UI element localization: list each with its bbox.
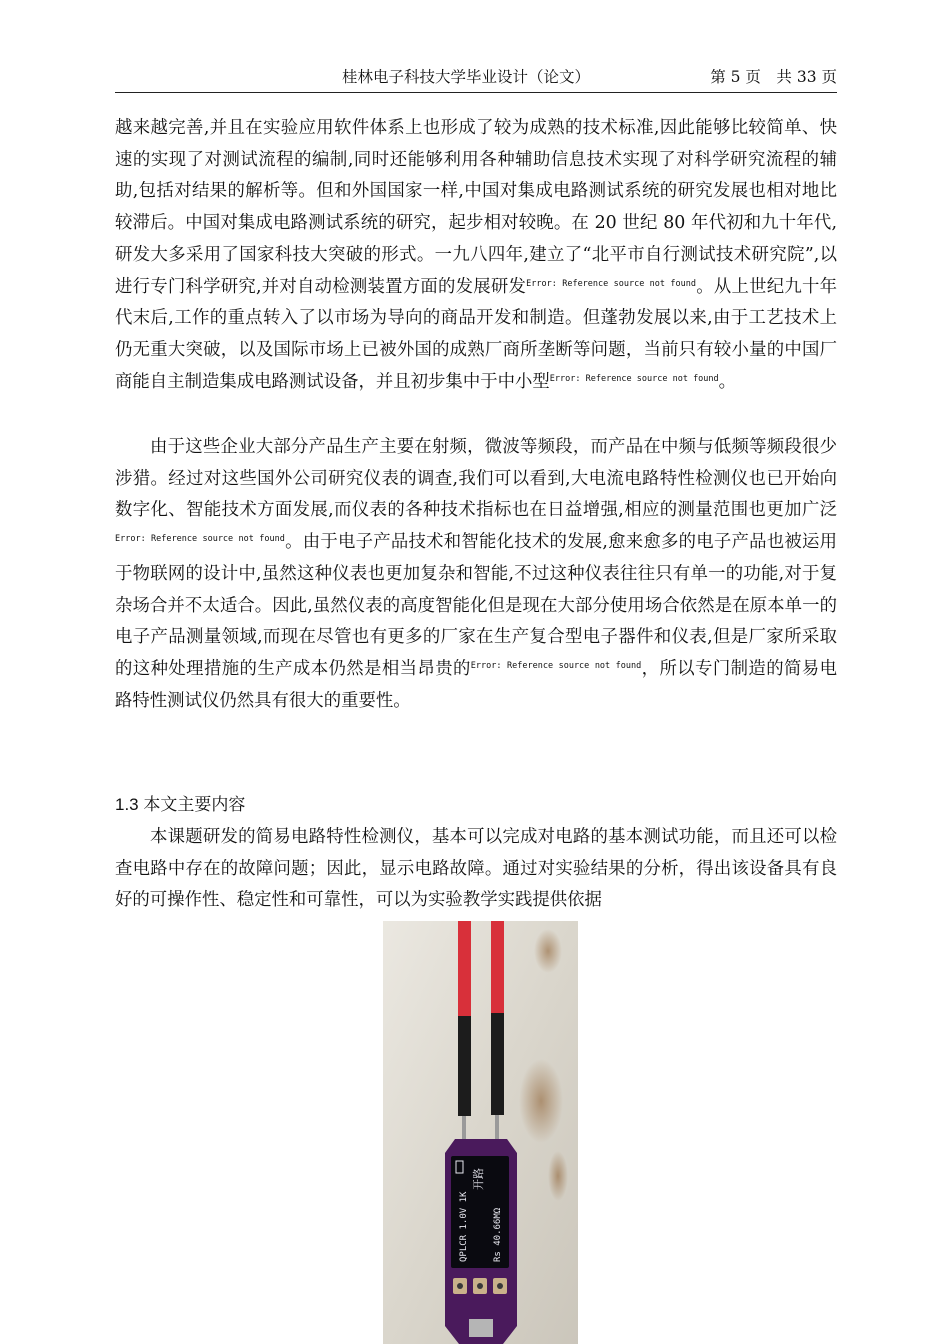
paragraph-1: [115, 113, 837, 398]
rust-stain: [548, 1151, 568, 1201]
section-heading: 1.3 本文主要内容: [115, 795, 246, 814]
reference-error-3: Error: Reference source not found: [115, 534, 285, 545]
probe-wire-left: [458, 921, 471, 1144]
probe-wire-right: [491, 921, 504, 1143]
device-photo: [383, 921, 578, 1344]
paragraph-3: 本课题研发的简易电路特性检测仪，基本可以完成对电路的基本测试功能，而且还可以检查电路中存在的故障问题；因此，显示电路故障。通过对实验结果的分析，得出该设备具有良好的可操作性、稳定性和可靠性，可以为实验教学实践提供依据: [115, 827, 837, 911]
reference-error-1: Error: Reference source not found: [526, 278, 696, 289]
rust-stain: [534, 929, 562, 973]
paragraph-2-text-b: 。由于电子产品技术和智能化技术的发展,愈来愈多的电子产品也被运用于物联网的设计中,虽然这种仪表也更加复杂和智能,不过这种仪表往往只有单一的功能,对于复杂场合并不太适合。因此,虽然仪表的高度智能化但是现在大部分使用场合依然是在原本单一的电子产品测量领域,而现在尽管也有更多的厂家在生产复合型电子器件和仪表,但是厂家所采取的这种处理措施的生产成本仍然是相当昂贵的: [115, 532, 837, 679]
screen-mode-text: QPLCR 1.0V 1K: [459, 1191, 469, 1262]
page-header: [115, 66, 837, 93]
paragraph-1-text-b: 。从上世纪九十年代末后,工作的重点转入了以市场为导向的商品开发和制造。但蓬勃发展以来,由于工艺技术上仍无重大突破，以及国际市场上已被外国的成熟厂商所垄断等问题，当前只有较小量的中国厂商能自主制造集成电路测试设备，并且初步集中于中小型: [115, 276, 837, 392]
paragraph-2-text-c: ，所以专门制造的简易电路特性测试仪仍然具有很大的重要性。: [115, 658, 837, 711]
paragraph-1-text-a: 越来越完善,并且在实验应用软件体系上也形成了较为成熟的技术标准,因此能够比较简单、快速的实现了对测试流程的编制,同时还能够利用各种辅助信息技术实现了对科学研究流程的辅助,包括对结果的解析等。但和外国国家一样,中国对集成电路测试系统的研究发展也相对地比较滞后。中国对集成电路测试系统的研究，起步相对较晚。在 20 世纪 80 年代初和九十年代,研发大多采用了国家科技大突破的形式。一九八四年,建立了“北平市自行测试技术研究院”,以进行专门科学研究,并对自动检测装置方面的发展研发: [115, 118, 837, 297]
screen-value-text: Rs 40.66MΩ: [493, 1207, 503, 1262]
reference-error-2: Error: Reference source not found: [549, 373, 719, 384]
screen-status-text: 开路: [472, 1168, 485, 1190]
paragraph-1-text-c: 。: [718, 371, 737, 392]
usb-connector: [469, 1319, 493, 1337]
school-title: 桂林电子科技大学毕业设计（论文）: [342, 68, 591, 86]
paragraph-2: [115, 432, 837, 717]
paragraph-2-text-a: 由于这些企业大部分产品生产主要在射频，微波等频段，而产品在中频与低频等频段很少涉猎。经过对这些国外公司研究仪表的调查,我们可以看到,大电流电路特性检测仪也已开始向数字化、智能技术方面发展,而仪表的各种技术指标也在日益增强,相应的测量范围也更加广泛: [115, 437, 837, 521]
reference-error-4: Error: Reference source not found: [470, 660, 642, 671]
page-number: 第 5 页 共 33 页: [710, 68, 837, 86]
push-buttons: [453, 1278, 507, 1294]
rust-stain: [519, 1059, 563, 1143]
